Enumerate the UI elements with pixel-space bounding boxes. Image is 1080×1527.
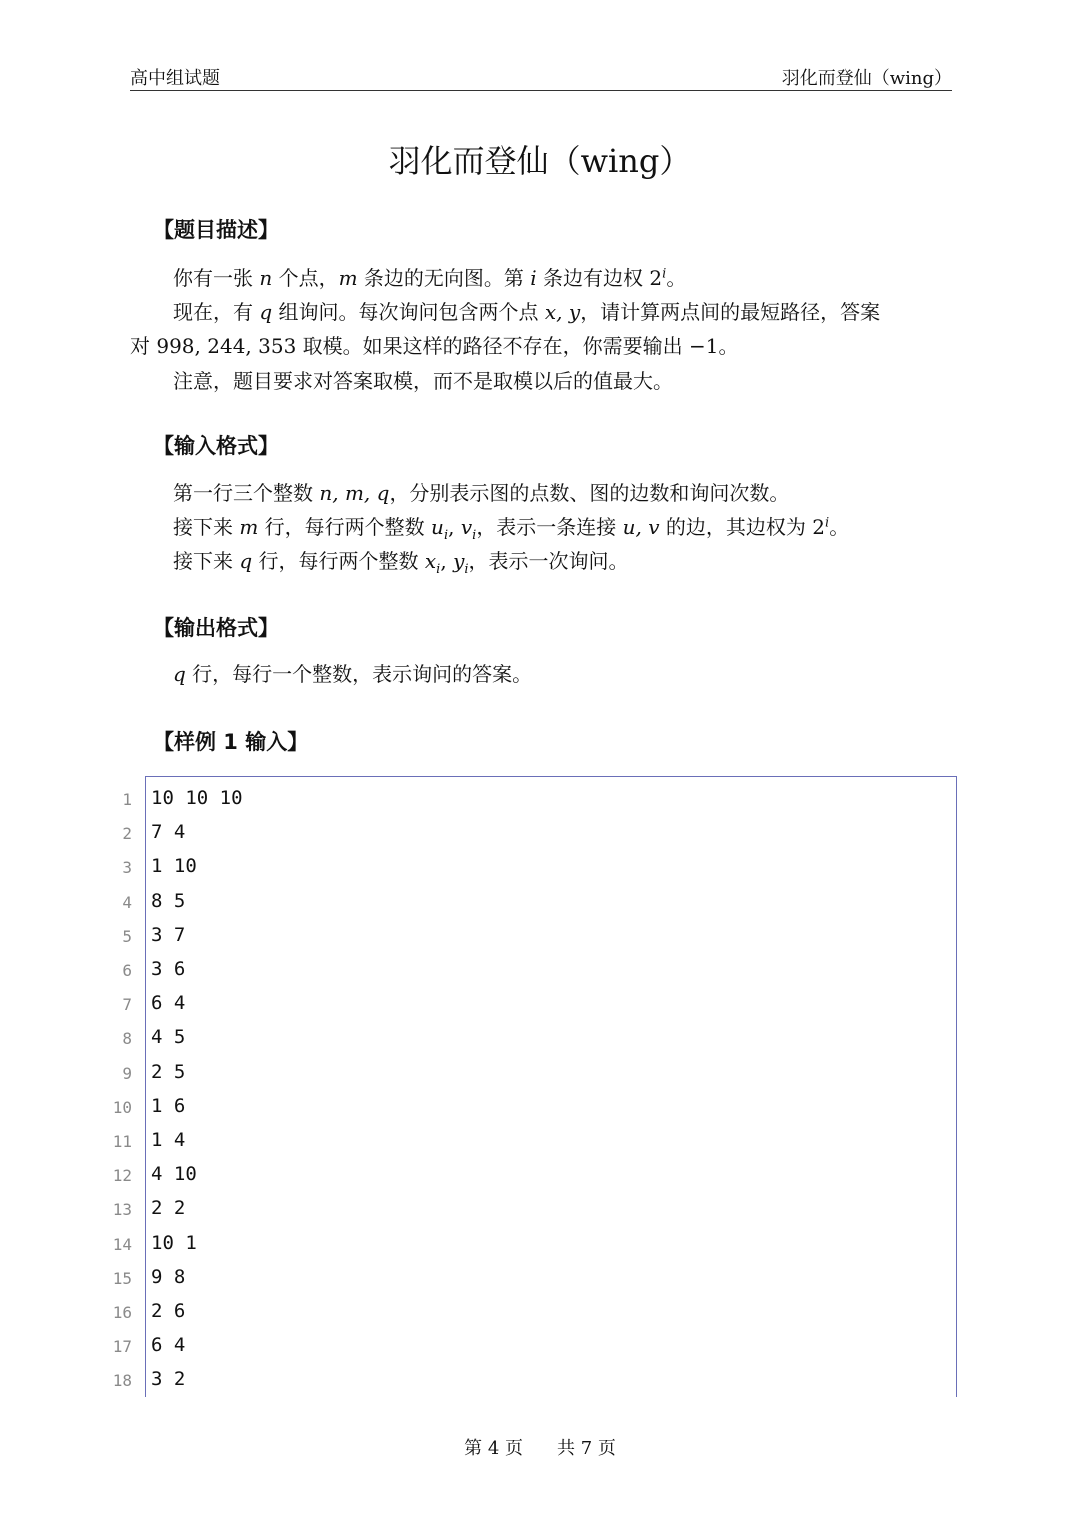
code-line: 6 4 [151, 992, 186, 1015]
line-number: 15 [112, 1268, 132, 1288]
input-heading: 【输入格式】 [153, 434, 279, 458]
input-line-3: 接下来 q 行，每行两个整数 $x_i$, $y_i$，表示一次询问。 [173, 549, 629, 577]
page-header [130, 62, 952, 91]
line-number: 10 [112, 1097, 132, 1117]
line-number: 8 [122, 1029, 132, 1049]
line-number: 18 [112, 1371, 132, 1391]
description-line-2: 现在，有 q 组询问。每次询问包含两个点 x, y，请计算两点间的最短路径，答案 [173, 300, 881, 324]
line-number: 5 [122, 926, 132, 946]
line-number: 17 [112, 1337, 132, 1357]
page-title: 羽化而登仙（wing） [388, 142, 692, 180]
sample-heading: 【样例 1 输入】 [153, 730, 309, 754]
line-number: 9 [122, 1063, 132, 1083]
line-number: 13 [112, 1200, 132, 1220]
code-line: 7 4 [151, 821, 186, 844]
line-number: 7 [122, 995, 132, 1015]
code-block [145, 776, 957, 1397]
description-heading: 【题目描述】 [153, 218, 279, 242]
line-number: 1 [122, 790, 132, 809]
line-number: 16 [112, 1303, 132, 1322]
header-left: 高中组试题 [130, 68, 220, 89]
output-line-1: q 行，每行一个整数，表示询问的答案。 [173, 662, 533, 686]
code-line: 1 10 [151, 855, 197, 878]
code-line: 3 6 [151, 958, 186, 980]
line-number: 11 [112, 1132, 132, 1151]
line-number: 12 [112, 1166, 132, 1186]
line-number: 3 [122, 858, 132, 878]
code-line: 2 2 [151, 1197, 186, 1220]
line-number: 14 [112, 1234, 132, 1254]
code-line: 2 6 [151, 1300, 186, 1322]
code-line: 6 4 [151, 1334, 186, 1357]
description-line-3: 对 998, 244, 353 取模。如果这样的路径不存在，你需要输出 −1。 [130, 334, 739, 358]
line-number: 6 [122, 961, 132, 980]
input-line-2: 接下来 m 行，每行两个整数 $u_i$, $v_i$，表示一条连接 u, v 的边，其边权为 2$^i$。 [173, 515, 850, 543]
code-line: 4 10 [151, 1163, 197, 1186]
code-line: 3 2 [151, 1368, 186, 1391]
code-line: 4 5 [151, 1026, 186, 1049]
page-number: 第 4 页 [464, 1438, 523, 1459]
page-total: 共 7 页 [557, 1438, 616, 1459]
code-line: 2 5 [151, 1060, 186, 1083]
page-footer [0, 1434, 1080, 1460]
output-heading: 【输出格式】 [153, 616, 279, 640]
code-line: 3 7 [151, 923, 186, 946]
code-line: 9 8 [151, 1265, 186, 1288]
code-line: 10 1 [151, 1231, 197, 1254]
header-right: 羽化而登仙（wing） [781, 68, 952, 89]
input-line-1: 第一行三个整数 n, m, q，分别表示图的点数、图的边数和询问次数。 [173, 481, 790, 505]
description-line-1: 你有一张 n 个点，m 条边的无向图。第 i 条边有边权 2$^i$。 [173, 266, 687, 290]
code-line: 8 5 [151, 889, 186, 912]
code-line: 1 4 [151, 1129, 186, 1151]
line-number: 4 [122, 892, 132, 912]
code-line: 10 10 10 [151, 787, 243, 809]
line-number: 2 [122, 824, 132, 844]
description-line-4: 注意，题目要求对答案取模，而不是取模以后的值最大。 [173, 369, 673, 393]
code-line: 1 6 [151, 1094, 186, 1117]
